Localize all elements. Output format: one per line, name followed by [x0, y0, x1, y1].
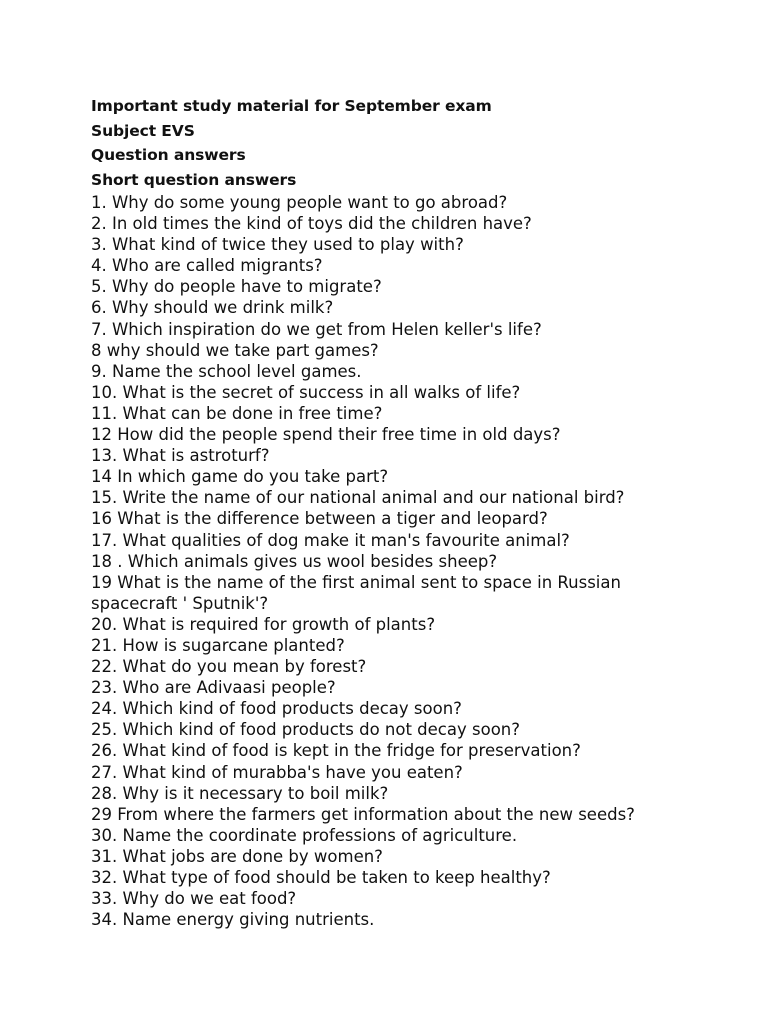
- question-item: 4. Who are called migrants?: [91, 256, 323, 276]
- question-item: 32. What type of food should be taken to keep healthy?: [91, 868, 551, 887]
- question-item: 13. What is astroturf?: [91, 446, 270, 466]
- question-item: 3. What kind of twice they used to play with?: [91, 235, 464, 255]
- question-item: 19 What is the name of the first animal sent to space in Russian spacecraft ' Sputnik'?: [91, 572, 621, 613]
- question-item: 29 From where the farmers get information about the new seeds?: [91, 804, 635, 824]
- question-item: 10. What is the secret of success in all walks of life?: [91, 382, 521, 402]
- question-item: 30. Name the coordinate professions of agriculture.: [91, 825, 518, 845]
- subject-heading: Subject EVS: [91, 121, 195, 140]
- question-item: 12 How did the people spend their free time in old days?: [91, 425, 561, 445]
- question-list: [91, 192, 761, 930]
- question-item: 11. What can be done in free time?: [91, 403, 383, 423]
- question-item: 6. Why should we drink milk?: [91, 298, 334, 318]
- question-item: 15. Write the name of our national animal and our national bird?: [91, 488, 625, 508]
- question-item: 24. Which kind of food products decay soon?: [91, 699, 462, 719]
- question-item: 14 In which game do you take part?: [91, 467, 389, 487]
- question-item: 16 What is the difference between a tiger and leopard?: [91, 509, 548, 529]
- question-item: 31. What jobs are done by women?: [91, 846, 383, 866]
- question-item: 22. What do you mean by forest?: [91, 657, 367, 677]
- question-item: 5. Why do people have to migrate?: [91, 277, 382, 297]
- question-item: 17. What qualities of dog make it man's favourite animal?: [91, 530, 570, 550]
- document-title: Important study material for September exam: [91, 97, 492, 115]
- section-heading: Question answers: [91, 146, 246, 164]
- question-item: 1. Why do some young people want to go abroad?: [91, 193, 508, 212]
- subsection-heading: Short question answers: [91, 170, 297, 189]
- question-item: 26. What kind of food is kept in the fridge for preservation?: [91, 741, 581, 761]
- question-item: 21. How is sugarcane planted?: [91, 635, 345, 655]
- question-item: 23. Who are Adivaasi people?: [91, 678, 336, 698]
- question-item: 28. Why is it necessary to boil milk?: [91, 783, 389, 803]
- question-item: 7. Which inspiration do we get from Helen keller's life?: [91, 319, 542, 339]
- question-item: 18 . Which animals gives us wool besides sheep?: [91, 551, 498, 571]
- question-item: 2. In old times the kind of toys did the children have?: [91, 214, 532, 234]
- question-item: 33. Why do we eat food?: [91, 889, 297, 909]
- question-item: 25. Which kind of food products do not decay soon?: [91, 720, 520, 740]
- question-item: 9. Name the school level games.: [91, 361, 362, 381]
- question-item: 34. Name energy giving nutrients.: [91, 910, 375, 930]
- question-item: 20. What is required for growth of plants?: [91, 614, 436, 634]
- document-page: [91, 94, 761, 930]
- question-item: 8 why should we take part games?: [91, 340, 379, 360]
- question-item: 27. What kind of murabba's have you eaten?: [91, 762, 463, 782]
